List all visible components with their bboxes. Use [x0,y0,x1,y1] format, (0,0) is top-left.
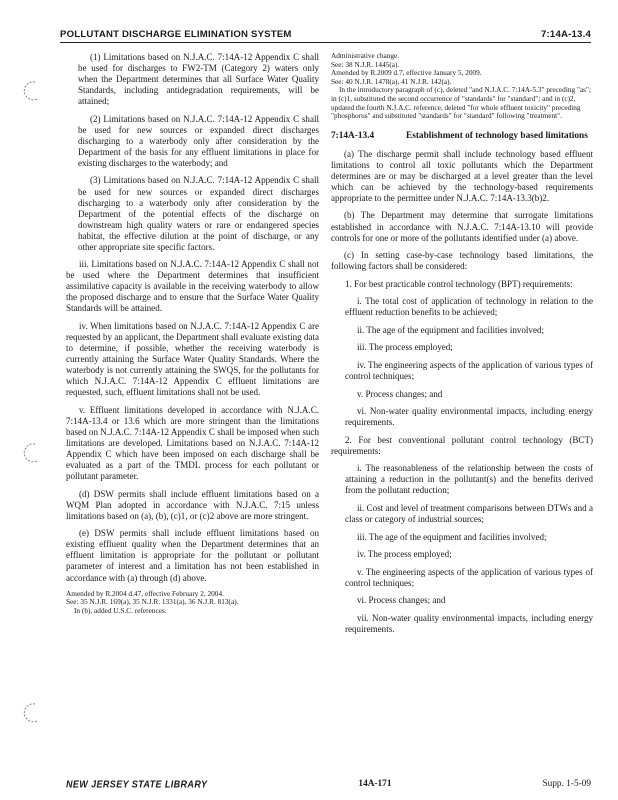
paragraph: v. Effluent limitations developed in accordance with N.J.A.C. 7:14A-13.4 or 13.6 which are more stringent than the limitations based on N.J.A.C. 7:14A-12 Appendix C shall be imposed when such limitations are developed. Limitations based on N.J.A.C. 7:14A-12 Appendix C which have been imposed on each discharge shall be evaluated as a part of the TMDL process for each pollutant or pollutant parameter. [66,404,319,482]
sub-item: vi. Non-water quality environmental impacts, including energy requirements. [345,406,593,428]
paragraph: (2) Limitations based on N.J.A.C. 7:14A-12 Appendix C shall be used for new sources or expanded direct discharges discharging to a waterbody only after consideration by the Department of the basis for any effluent limitations in place for existing discharges to the waterbody; and [78,113,319,168]
list-item: 1. For best practicable control technology (BPT) requirements: [345,278,573,289]
punch-hole-mark [21,80,41,102]
sub-item: vii. Non-water quality environmental impacts, including energy requirements. [345,612,593,634]
header-title: POLLUTANT DISCHARGE ELIMINATION SYSTEM [60,29,292,40]
punch-hole-mark [21,702,41,724]
list-item: 2. For best conventional pollutant control technology (BCT) requirements: [331,434,593,456]
sub-item: ii. Cost and level of treatment comparisons between DTWs and a class or category of industrial sources; [345,502,593,524]
running-header [60,24,591,43]
punch-hole-mark [21,442,41,464]
sub-item: i. The reasonableness of the relationship between the costs of attaining a reduction in the pollutant(s) and the benefits derived from the pollutant reduction; [345,463,593,496]
note-line: In (b), added U.S.C. references. [74,605,167,615]
sub-item: iii. The age of the equipment and facilities involved; [357,531,547,542]
amendment-notes [331,52,593,121]
paragraph: (1) Limitations based on N.J.A.C. 7:14A-12 Appendix C shall be used for discharges to FW2-TM (Category 2) waters only when the Department determines that all Surface Water Quality Standards, including antidegradation requirements, will be attained; [78,52,319,107]
note-line: Administrative change. [331,51,400,60]
section-number: 7:14A-13.4 [331,130,375,141]
note-line: Amended by R.2009 d.7, effective January 5, 2009. [331,68,482,78]
sub-item: v. The engineering aspects of the application of various types of control techniques; [345,566,593,588]
sub-item: vi. Process changes; and [357,595,446,606]
section-title: Establishment of technology based limitations [406,130,588,141]
sub-item: iii. The process employed; [357,342,453,353]
paragraph: (e) DSW permits shall include effluent limitations based on existing effluent quality when the Department determines that an effluent limitation is appropriate for the pollutant or pollutant parameter of interest and a limitation has not been established in accordance with (a) through (d) above. [66,528,319,583]
paragraph: (b) The Department may determine that surrogate limitations established in accordance with N.J.A.C. 7:14A-13.10 will provide controls for one or more of the pollutants identified under (a) above. [331,210,593,243]
left-column [66,52,319,620]
paragraph: iii. Limitations based on N.J.A.C. 7:14A-12 Appendix C shall not be used where the Department determines that insufficient assimilative capacity is available in the receiving waterbody to allow the proposed discharge and to ensure that the Surface Water Quality Standards will be attained. [66,259,319,314]
right-column [331,52,593,641]
amendment-notes [66,590,319,615]
sub-item: v. Process changes; and [357,388,443,399]
library-stamp: NEW JERSEY STATE LIBRARY [66,778,208,790]
paragraph: (3) Limitations based on N.J.A.C. 7:14A-12 Appendix C shall be used for new sources or expanded direct discharges discharging to a waterbody only after consideration by the Department of the potential effects of the discharge on downstream high quality waters or rare or endangered species habitat, the effective dilution at the point of discharge, or any other appropriate site specific factors. [78,175,319,252]
page-footer [66,777,591,791]
note-line: See: 40 N.J.R. 1478(a), 41 N.J.R. 142(a). [331,76,452,86]
note-line: In the introductory paragraph of (c), deleted "and N.J.A.C. 7:14A-5.3" preceding "as"; in (c)1, substituted the second occurrence of "standards" for "standard"; and in (c)2, updated the fourth N.J.A.C. reference, deleted "for whole effluent toxicity" preceding "phosphorus" and substituted "standards" for "standard" following "treatment". [331,85,592,121]
paragraph: (a) The discharge permit shall include technology based effluent limitations to control all toxic pollutants which the Department determines are or may be discharged at a level greater than the level which can be achieved by the technology-based requirements appropriate to the permittee under N.J.A.C. 7:14A-13.3(b)2. [331,148,593,203]
paragraph: (c) In setting case-by-case technology based limitations, the following factors shall be considered: [331,250,593,272]
header-section-number: 7:14A-13.4 [541,29,591,40]
sub-item: iv. The process employed; [357,549,452,560]
section-heading [331,131,593,142]
sub-item: iv. The engineering aspects of the application of various types of control techniques; [345,359,593,381]
sub-item: ii. The age of the equipment and facilities involved; [357,324,544,335]
paragraph: iv. When limitations based on N.J.A.C. 7:14A-12 Appendix C are requested by an applicant, the Department shall evaluate existing data to determine, if possible, whether the receiving waterbody is currently attaining the Surface Water Quality Standards. Where the waterbody is not currently attaining the SWQS, for the pollutants for which N.J.A.C. 7:14A-12 Appendix C effluent limitations are requested, such, effluent limitations shall not be used. [66,321,319,398]
supplement-date: Supp. 1-5-09 [542,779,591,789]
paragraph: (d) DSW permits shall include effluent limitations based on a WQM Plan adopted in accordance with N.J.A.C. 7:15 unless limitations based on (a), (b), (c)1, or (c)2 above are more stringent. [66,488,319,521]
note-line: See: 38 N.J.R. 1445(a). [331,59,400,69]
note-line: See: 35 N.J.R. 169(a), 35 N.J.R. 1331(a), 36 N.J.R. 813(a). [66,597,239,607]
note-line: Amended by R.2004 d.47, effective February 2, 2004. [66,589,224,599]
page-number: 14A-171 [358,779,392,789]
sub-item: i. The total cost of application of technology in relation to the effluent reduction benefits to be achieved; [345,296,593,318]
